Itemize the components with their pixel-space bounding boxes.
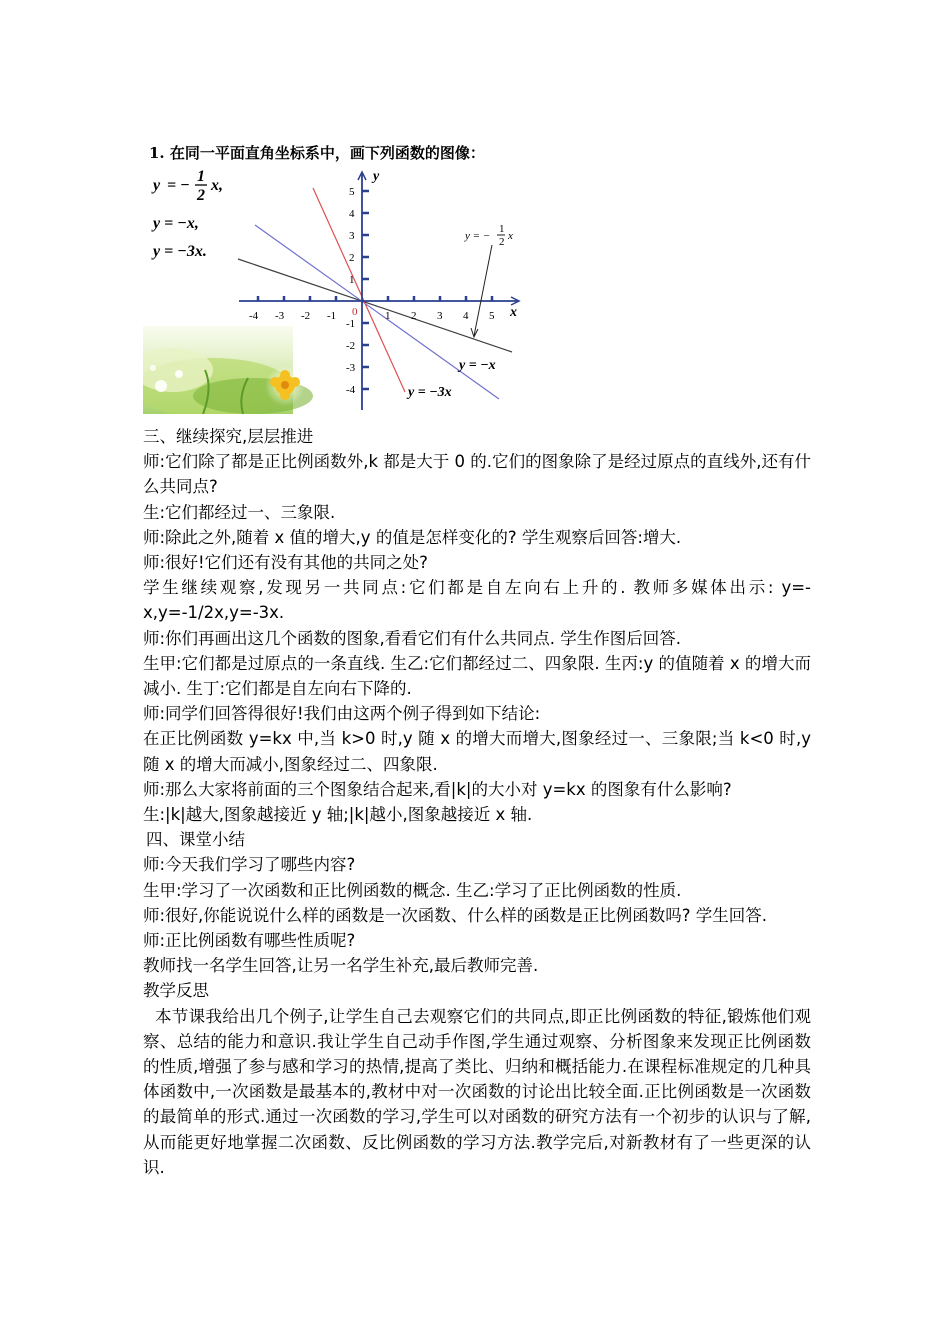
section-heading-3: 三、继续探究,层层推进 <box>143 427 314 446</box>
paragraph: 师:同学们回答得很好!我们由这两个例子得到如下结论: <box>143 704 541 724</box>
svg-text:y = −: y = − <box>465 230 491 242</box>
paragraph: 生:|k|越大,图象越接近 y 轴;|k|越小,图象越接近 x 轴. <box>143 805 533 825</box>
paragraph: 师:很好,你能说说什么样的函数是一次函数、什么样的函数是正比例函数吗? 学生回答. <box>143 905 768 925</box>
x-axis <box>239 296 519 305</box>
svg-text:1: 1 <box>385 310 391 322</box>
svg-text:4: 4 <box>349 208 355 220</box>
equation-half <box>151 168 223 204</box>
svg-text:2: 2 <box>411 310 417 322</box>
svg-text:-2: -2 <box>301 310 311 322</box>
svg-text:5: 5 <box>349 186 355 198</box>
paragraph: 师:很好!它们还有没有其他的共同之处? <box>143 553 428 573</box>
svg-text:2: 2 <box>349 252 355 264</box>
paragraph: 生:它们都经过一、三象限. <box>143 502 336 522</box>
reflection-heading: 教学反思 <box>143 981 209 1001</box>
svg-text:3: 3 <box>349 230 355 242</box>
svg-text:-2: -2 <box>346 340 356 352</box>
svg-text:-4: -4 <box>249 310 259 322</box>
svg-text:4: 4 <box>463 310 469 322</box>
svg-text:1: 1 <box>349 274 355 286</box>
paragraph: 师:那么大家将前面的三个图象结合起来,看|k|的大小对 y=kx 的图象有什么影响? <box>143 779 732 799</box>
x-axis-label: x <box>510 305 517 320</box>
flower-meadow-image <box>143 326 313 414</box>
annotation-neg-x: y = −x <box>459 358 496 373</box>
paragraph: 师:它们除了都是正比例函数外,k 都是大于 0 的.它们的图象除了是经过原点的直线外,还有什么共同点? <box>143 452 811 497</box>
svg-text:= −: = − <box>167 177 190 194</box>
paragraph: 生甲:学习了一次函数和正比例函数的概念. 生乙:学习了正比例函数的性质. <box>143 880 682 900</box>
paragraph: 师:今天我们学习了哪些内容? <box>143 855 356 875</box>
svg-text:y: y <box>153 177 161 194</box>
paragraph: 师:正比例函数有哪些性质呢? <box>143 931 356 951</box>
paragraph: 学生继续观察,发现另一共同点:它们都是自左向右上升的. 教师多媒体出示: y=-x,y=-1/2x,y=-3x. <box>143 578 811 623</box>
origin-label: 0 <box>352 306 358 318</box>
reflection-paragraph: 本节课我给出几个例子,让学生自己去观察它们的共同点,即正比例函数的特征,锻炼他们观察、总结的能力和意识.我让学生自己动手作图,学生通过观察、分析图象来发现正比例函数的性质,增强了参与感和学习的热情,提高了类比、归纳和概括能力.在课程标准规定的几种具体函数中,一次函数是最基本的,教材中对一次函数的讨论出比较全面.正比例函数是一次函数的最简单的形式.通过一次函数的学习,学生可以对函数的研究方法有一个初步的认识与了解,从而能更好地掌握二次函数、反比例函数的学习方法.教学完后,对新教材有了一些更深的认识. <box>143 1006 811 1177</box>
conclusion-paragraph: 在正比例函数 y=kx 中,当 k>0 时,y 随 x 的增大而增大,图象经过一、三象限;当 k<0 时,y 随 x 的增大而减小,图象经过二、四象限. <box>143 729 811 774</box>
equation-one: y = −x, <box>153 215 199 232</box>
svg-text:-4: -4 <box>346 384 356 396</box>
paragraph: 师:你们再画出这几个函数的图象,看看它们有什么共同点. 学生作图后回答. <box>143 628 682 648</box>
paragraph: 生甲:它们都是过原点的一条直线. 生乙:它们都经过二、四象限. 生丙:y 的值随着 x 的增大而减小. 生丁:它们都是自左向右下降的. <box>143 653 811 699</box>
y-axis-label: y <box>373 169 380 184</box>
svg-text:-1: -1 <box>327 310 337 322</box>
svg-text:-1: -1 <box>346 318 356 330</box>
paragraph: 教师找一名学生回答,让另一名学生补充,最后教师完善. <box>143 956 539 976</box>
svg-text:3: 3 <box>437 310 443 322</box>
svg-text:-3: -3 <box>346 362 356 374</box>
equation-three: y = −3x. <box>153 243 207 260</box>
document-body <box>143 424 811 1180</box>
coordinate-plane <box>143 138 533 414</box>
svg-text:5: 5 <box>489 310 495 322</box>
svg-text:1: 1 <box>499 223 505 235</box>
svg-text:2: 2 <box>197 187 205 204</box>
figure-title: 1. 在同一平面直角坐标系中，画下列函数的图像： <box>149 144 485 162</box>
annotation-neg-3x: y = −3x <box>408 385 452 400</box>
section-heading-4: 四、课堂小结 <box>146 830 245 850</box>
line-y-neg-3x <box>313 188 405 392</box>
svg-text:x,: x, <box>211 177 223 194</box>
svg-text:1: 1 <box>197 168 205 185</box>
svg-text:-3: -3 <box>275 310 285 322</box>
paragraph: 师:除此之外,随着 x 值的增大,y 的值是怎样变化的? 学生观察后回答:增大. <box>143 527 682 547</box>
function-graph-figure <box>143 138 533 414</box>
svg-text:x: x <box>508 230 513 242</box>
svg-text:2: 2 <box>499 236 505 248</box>
